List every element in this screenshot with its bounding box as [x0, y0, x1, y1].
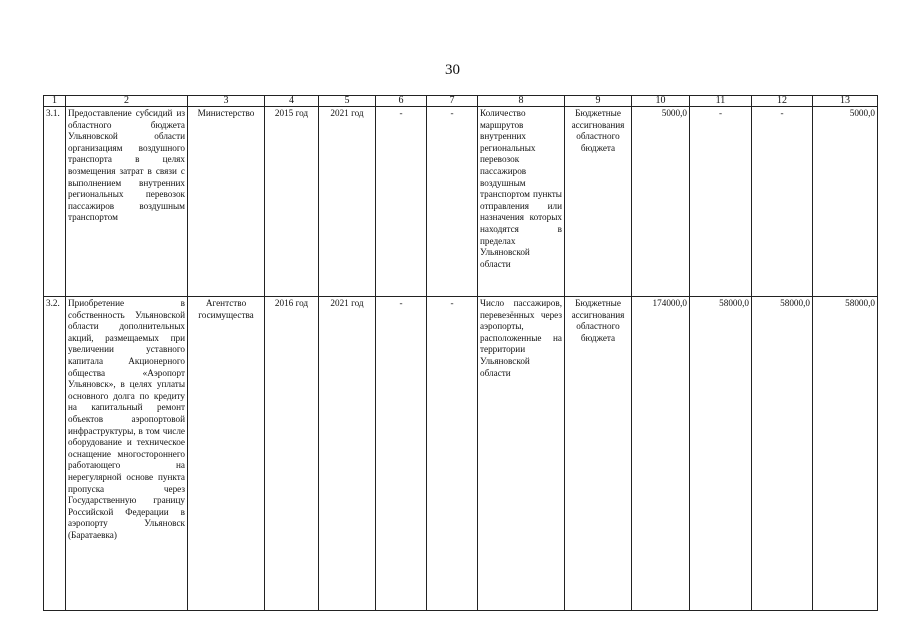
year3-amount-cell: 5000,0	[813, 107, 878, 297]
executor-cell: Министерство	[188, 107, 265, 297]
year1-amount-cell: 58000,0	[690, 297, 752, 611]
column-header: 2	[66, 96, 188, 107]
column-header: 12	[752, 96, 813, 107]
header-row	[44, 96, 878, 107]
column-header: 3	[188, 96, 265, 107]
col7-cell: -	[427, 297, 478, 611]
column-header: 4	[265, 96, 319, 107]
column-header: 7	[427, 96, 478, 107]
indicator-cell: Число пассажиров, перевезённых через аэропорты, расположенные на территории Ульяновской области	[478, 297, 565, 611]
page-number: 30	[445, 62, 460, 78]
row-number: 3.2.	[44, 297, 66, 611]
program-table	[43, 95, 878, 611]
year3-amount-cell: 58000,0	[813, 297, 878, 611]
column-header: 1	[44, 96, 66, 107]
measure-name: Предоставление субсидий из областного бюджета Ульяновской области организациям воздушного транспорта в целях возмещения затрат в связи с выполнением внутренних региональных перевозок пассажиров воздушным транспортом	[66, 107, 188, 297]
year2-amount-cell: 58000,0	[752, 297, 813, 611]
total-amount-cell: 174000,0	[632, 297, 690, 611]
start-year-cell: 2016 год	[265, 297, 319, 611]
indicator-cell: Количество маршрутов внутренних региональных перевозок пассажиров воздушным транспортом пункты отправления или назначения которых находятся в пределах Ульяновской области	[478, 107, 565, 297]
col7-cell: -	[427, 107, 478, 297]
column-header: 9	[565, 96, 632, 107]
table-row	[44, 297, 878, 611]
end-year-cell: 2021 год	[319, 297, 376, 611]
column-header: 8	[478, 96, 565, 107]
column-header: 10	[632, 96, 690, 107]
executor-cell: Агентство госимущества	[188, 297, 265, 611]
column-header: 5	[319, 96, 376, 107]
column-header: 13	[813, 96, 878, 107]
column-header: 6	[376, 96, 427, 107]
total-amount-cell: 5000,0	[632, 107, 690, 297]
row-number: 3.1.	[44, 107, 66, 297]
year2-amount-cell: -	[752, 107, 813, 297]
col6-cell: -	[376, 297, 427, 611]
table-row	[44, 107, 878, 297]
measure-name: Приобретение в собственность Ульяновской области дополнительных акций, размещаемых при увеличении уставного капитала Акционерного общества «Аэропорт Ульяновск», в целях уплаты основного долга по кредиту на капитальный ремонт объектов аэропортовой инфраструктуры, в том числе оборудование и техническое оснащение многостороннего работающего на нерегулярной основе пункта пропуска через Государственную границу Российской Федерации в аэропорту Ульяновск (Баратаевка)	[66, 297, 188, 611]
start-year-cell: 2015 год	[265, 107, 319, 297]
funding-source-cell: Бюджетные ассигнования областного бюджета	[565, 107, 632, 297]
end-year-cell: 2021 год	[319, 107, 376, 297]
funding-source-cell: Бюджетные ассигнования областного бюджета	[565, 297, 632, 611]
column-header: 11	[690, 96, 752, 107]
col6-cell: -	[376, 107, 427, 297]
year1-amount-cell: -	[690, 107, 752, 297]
